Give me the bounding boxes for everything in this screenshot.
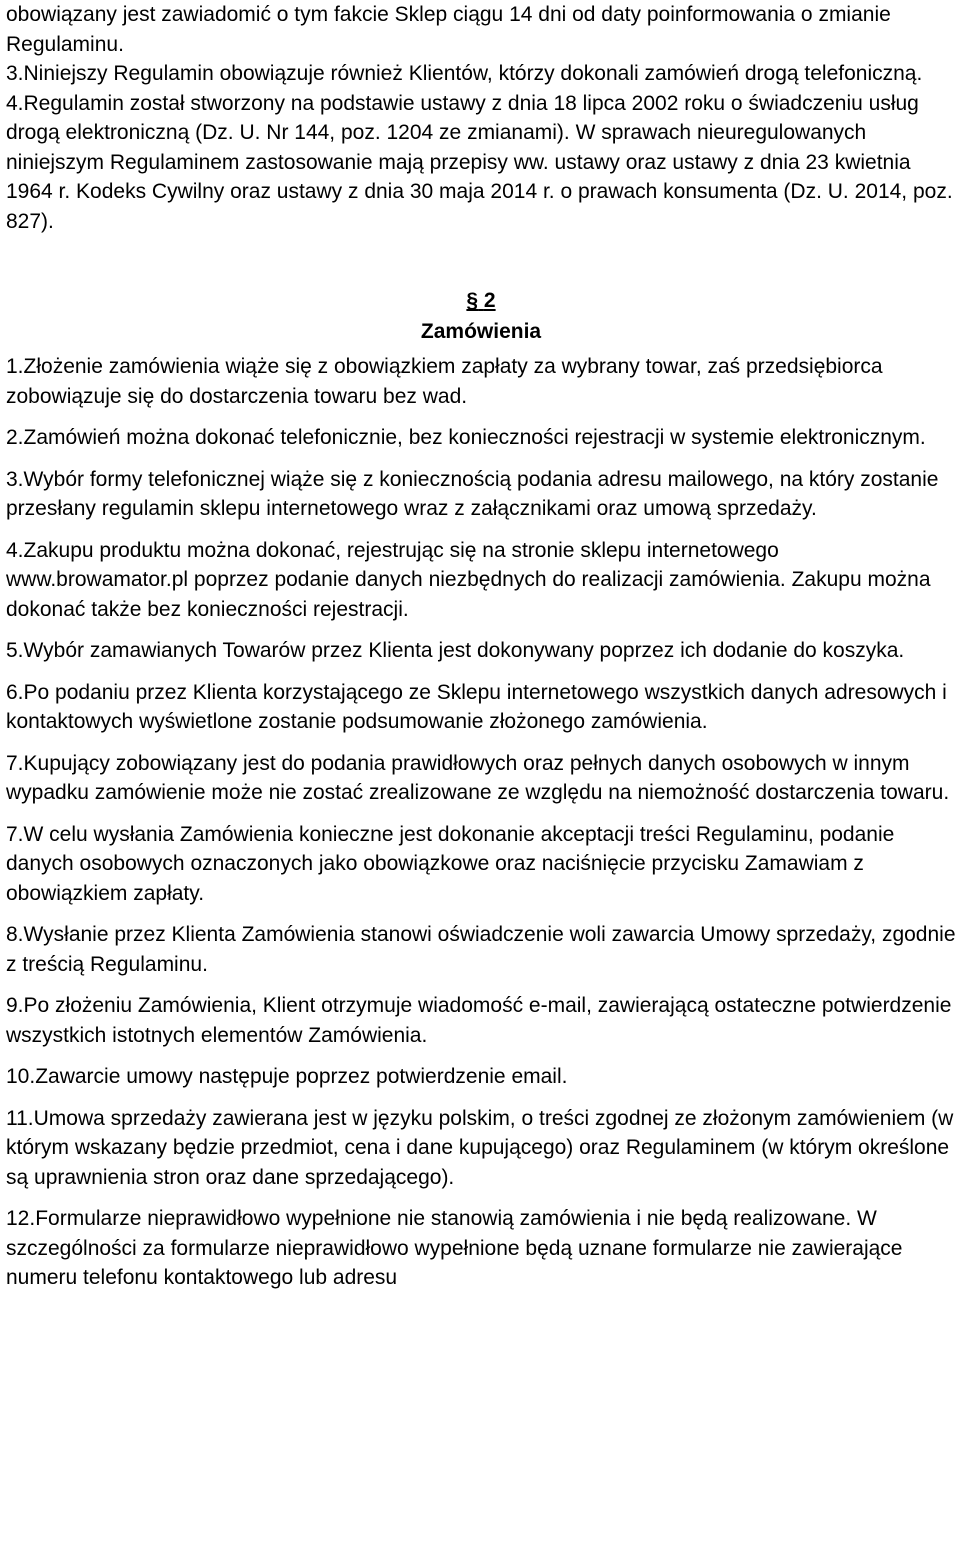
list-item-number: 9. bbox=[6, 994, 24, 1017]
section-number bbox=[6, 285, 956, 316]
list-item-number: 8. bbox=[6, 923, 24, 946]
list-item-number: 4. bbox=[6, 538, 24, 562]
list-item-number: 5. bbox=[6, 639, 24, 662]
list-item bbox=[6, 636, 956, 666]
intro-item-4-number: 4. bbox=[6, 91, 24, 115]
list-item-number: 6. bbox=[6, 680, 24, 704]
list-item-number: 7. bbox=[6, 751, 24, 775]
list-item bbox=[6, 820, 956, 909]
list-item bbox=[6, 1062, 956, 1092]
section-heading bbox=[6, 285, 956, 347]
list-item-number: 2. bbox=[6, 426, 24, 449]
intro-item-3-text: Niniejszy Regulamin obowiązuje również Klientów, którzy dokonali zamówień drogą telefoniczną. bbox=[23, 62, 923, 85]
list-item-text: Kupujący zobowiązany jest do podania prawidłowych oraz pełnych danych osobowych w innym wypadku zamówienie może nie zostać zrealizowane ze względu na niemożność dostarczenia towaru. bbox=[6, 751, 950, 804]
intro-item-4 bbox=[6, 89, 956, 237]
intro-item-3-number: 3. bbox=[6, 62, 24, 85]
list-item-text: Zamówień można dokonać telefonicznie, bez konieczności rejestracji w systemie elektronicznym. bbox=[23, 426, 926, 449]
list-item bbox=[6, 1204, 956, 1293]
list-item-text: Złożenie zamówienia wiąże się z obowiązkiem zapłaty za wybrany towar, zaś przedsiębiorca zobowiązuje się do dostarczenia towaru bez wad. bbox=[6, 355, 883, 408]
intro-item-4-text: Regulamin został stworzony na podstawie ustawy z dnia 18 lipca 2002 roku o świadczeniu usług drogą elektroniczną (Dz. U. Nr 144, poz. 1204 ze zmianami). W sprawach nieuregulowanych niniejszym Regulaminem zastosowanie mają przepisy ww. ustawy oraz ustawy z dnia 23 kwietnia 1964 r. Kodeks Cywilny oraz ustawy z dnia 30 maja 2014 r. o prawach konsumenta (Dz. U. 2014, poz. 827). bbox=[6, 91, 953, 233]
intro-continuation: obowiązany jest zawiadomić o tym fakcie Sklep ciągu 14 dni od daty poinformowania o zmianie Regulaminu. bbox=[6, 3, 891, 56]
list-item-text: Wybór formy telefonicznej wiąże się z koniecznością podania adresu mailowego, na który zostanie przesłany regulamin sklepu internetowego wraz z załącznikami oraz umową sprzedaży. bbox=[6, 467, 939, 520]
list-item-number: 12. bbox=[6, 1207, 36, 1230]
list-item bbox=[6, 352, 956, 411]
section-title: Zamówienia bbox=[420, 320, 542, 343]
list-item bbox=[6, 678, 956, 737]
list-item bbox=[6, 465, 956, 524]
section-number-value: 2 bbox=[483, 289, 496, 312]
list-item bbox=[6, 536, 956, 625]
list-item-text: Po złożeniu Zamówienia, Klient otrzymuje wiadomość e-mail, zawierającą ostateczne potwierdzenie wszystkich istotnych elementów Zamówienia. bbox=[6, 994, 952, 1047]
list-item bbox=[6, 423, 956, 453]
list-item-text: Wybór zamawianych Towarów przez Klienta jest dokonywany poprzez ich dodanie do koszyka. bbox=[23, 639, 905, 662]
list-item bbox=[6, 749, 956, 808]
section-symbol: § bbox=[466, 289, 479, 312]
list-item-text: Wysłanie przez Klienta Zamówienia stanowi oświadczenie woli zawarcia Umowy sprzedaży, zgodnie z treścią Regulaminu. bbox=[6, 923, 956, 976]
list-item-number: 3. bbox=[6, 467, 24, 491]
section-items-list bbox=[6, 352, 956, 1293]
list-item-text: Po podaniu przez Klienta korzystającego ze Sklepu internetowego wszystkich danych adresowych i kontaktowych wyświetlone zostanie podsumowanie złożonego zamówienia. bbox=[6, 680, 947, 733]
list-item-number: 10. bbox=[6, 1065, 36, 1088]
list-item-number: 1. bbox=[6, 355, 24, 378]
list-item-text: Umowa sprzedaży zawierana jest w języku polskim, o treści zgodnej ze złożonym zamówieniem (w którym wskazany będzie przedmiot, cena i dane kupującego) oraz Regulaminem (w którym określone są uprawnienia stron oraz dane sprzedającego). bbox=[6, 1106, 954, 1189]
list-item bbox=[6, 920, 956, 979]
document-page bbox=[6, 0, 956, 1293]
list-item-text: Formularze nieprawidłowo wypełnione nie stanowią zamówienia i nie będą realizowane. W szczególności za formularze nieprawidłowo wypełnione będą uznane formularze nie zawierające numeru telefonu kontaktowego lub adresu bbox=[6, 1207, 903, 1289]
list-item-number: 11. bbox=[6, 1106, 34, 1130]
list-item-text: Zawarcie umowy następuje poprzez potwierdzenie email. bbox=[35, 1065, 568, 1088]
list-item-text: W celu wysłania Zamówienia konieczne jest dokonanie akceptacji treści Regulaminu, podanie danych osobowych oznaczonych jako obowiązkowe oraz naciśnięcie przycisku Zamawiam z obowiązkiem zapłaty. bbox=[6, 822, 895, 905]
intro-item-3 bbox=[6, 59, 956, 89]
list-item-text: Zakupu produktu można dokonać, rejestrując się na stronie sklepu internetowego www.browamator.pl poprzez podanie danych niezbędnych do realizacji zamówienia. Zakupu można dokonać także bez konieczności rejestracji. bbox=[6, 538, 931, 621]
list-item bbox=[6, 991, 956, 1050]
list-item-number: 7. bbox=[6, 822, 24, 846]
list-item bbox=[6, 1104, 956, 1193]
